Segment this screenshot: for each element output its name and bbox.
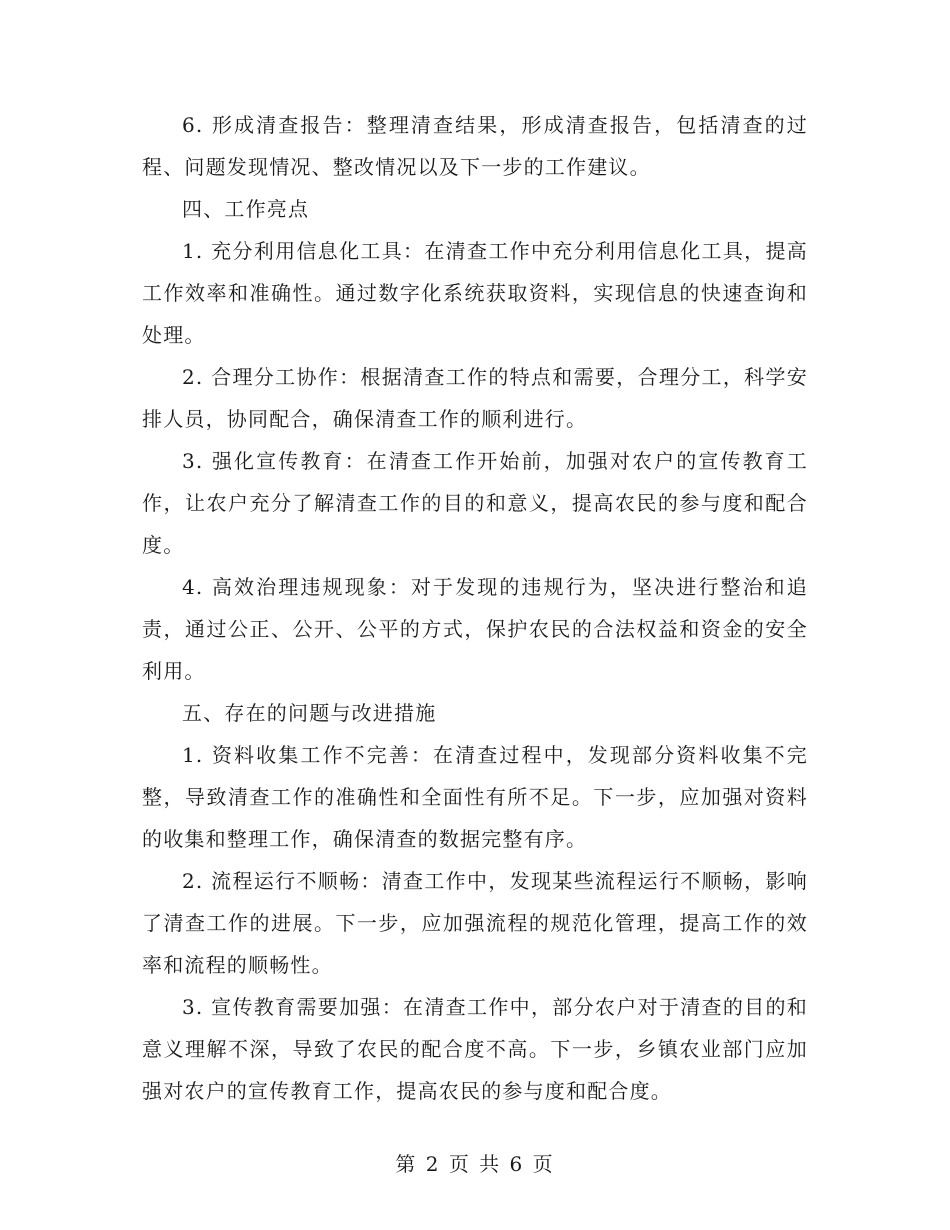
paragraph-item: 2. 流程运行不顺畅：清查工作中，发现某些流程运行不顺畅，影响了清查工作的进展。下一步，应加强流程的规范化管理，提高工作的效率和流程的顺畅性。 bbox=[142, 869, 808, 977]
paragraph-item: 6. 形成清查报告：整理清查结果，形成清查报告，包括清查的过程、问题发现情况、整改情况以及下一步的工作建议。 bbox=[142, 113, 808, 179]
section-heading: 四、工作亮点 bbox=[182, 197, 310, 221]
section-heading: 五、存在的问题与改进措施 bbox=[182, 701, 437, 725]
paragraph-item: 3. 宣传教育需要加强：在清查工作中，部分农户对于清查的目的和意义理解不深，导致了农民的配合度不高。下一步，乡镇农业部门应加强对农户的宣传教育工作，提高农民的参与度和配合度。 bbox=[142, 995, 808, 1103]
document-body bbox=[142, 104, 808, 1112]
page-footer: 第 2 页 共 6 页 bbox=[395, 1152, 555, 1176]
paragraph-item: 1. 充分利用信息化工具：在清查工作中充分利用信息化工具，提高工作效率和准确性。通过数字化系统获取资料，实现信息的快速查询和处理。 bbox=[142, 239, 808, 347]
paragraph-item: 1. 资料收集工作不完善：在清查过程中，发现部分资料收集不完整，导致清查工作的准确性和全面性有所不足。下一步，应加强对资料的收集和整理工作，确保清查的数据完整有序。 bbox=[142, 743, 808, 851]
paragraph-item: 4. 高效治理违规现象：对于发现的违规行为，坚决进行整治和追责，通过公正、公开、公平的方式，保护农民的合法权益和资金的安全利用。 bbox=[142, 575, 808, 683]
paragraph-item: 2. 合理分工协作：根据清查工作的特点和需要，合理分工，科学安排人员，协同配合，确保清查工作的顺利进行。 bbox=[142, 365, 808, 431]
paragraph-item: 3. 强化宣传教育：在清查工作开始前，加强对农户的宣传教育工作，让农户充分了解清查工作的目的和意义，提高农民的参与度和配合度。 bbox=[142, 449, 808, 557]
